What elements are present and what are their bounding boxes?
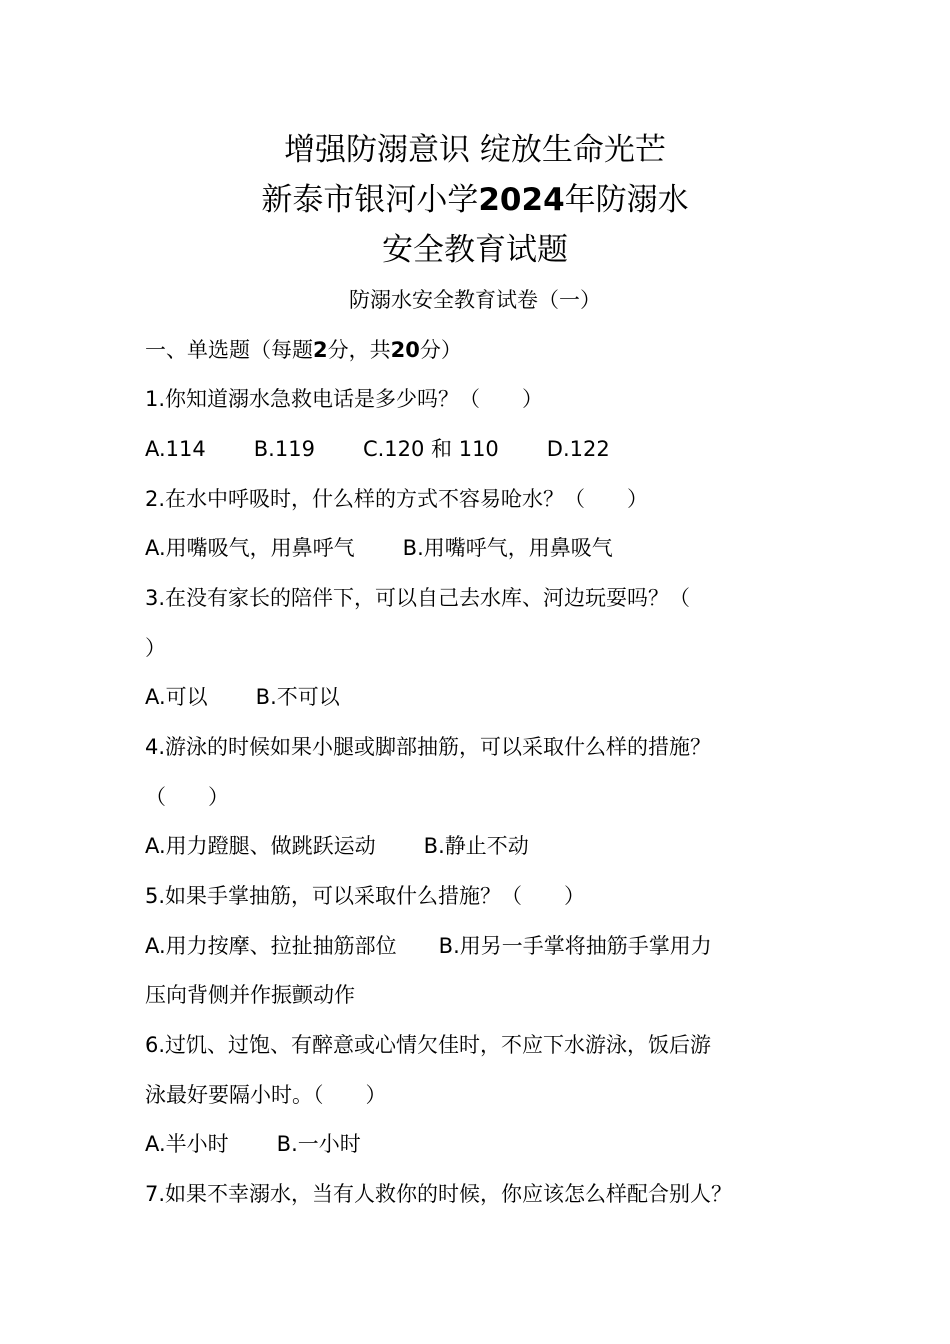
title-school: 新泰市银河小学: [261, 182, 479, 218]
question-7: 7.如果不幸溺水，当有人救你的时候，你应该怎么样配合别人？: [145, 1182, 733, 1206]
question-3: 3.在没有家长的陪伴下，可以自己去水库、河边玩耍吗？（: [145, 586, 691, 610]
question-1: 1.你知道溺水急救电话是多少吗？（ ）: [145, 387, 544, 411]
q1-option-b: B.119: [253, 437, 315, 461]
section-prefix: 一、单选题（每题: [145, 338, 313, 362]
q6-option-b: B.一小时: [276, 1132, 361, 1156]
title-line-1: 增强防溺意识 绽放生命光芒: [284, 132, 666, 168]
q4-option-a: A.用力蹬腿、做跳跃运动: [145, 834, 376, 858]
question-5: 5.如果手掌抽筋，可以采取什么措施？（ ）: [145, 884, 586, 908]
q2-option-a: A.用嘴吸气，用鼻呼气: [145, 536, 355, 560]
section-points-total: 20: [390, 338, 420, 362]
question-6: 6.过饥、过饱、有醉意或心情欠佳时，不应下水游泳，饭后游: [145, 1033, 712, 1057]
q3-option-b: B.不可以: [255, 685, 340, 709]
question-5-options: A.用力按摩、拉扯抽筋部位 B.用另一手掌将抽筋手掌用力: [145, 934, 712, 958]
question-2: 2.在水中呼吸时，什么样的方式不容易呛水？（ ）: [145, 487, 649, 511]
question-3-options: [145, 682, 340, 712]
title-topic: 年防溺水: [564, 182, 689, 218]
q3-option-a: A.可以: [145, 685, 208, 709]
paper-subtitle: 防溺水安全教育试卷（一）: [349, 288, 601, 312]
question-5-options-continued: 压向背侧并作振颤动作: [145, 983, 355, 1007]
section-heading: [145, 335, 462, 365]
question-6-options: [145, 1129, 361, 1159]
section-suffix: 分）: [419, 338, 462, 362]
q1-option-a: A.114: [145, 437, 206, 461]
question-4-continued: （ ）: [145, 785, 229, 809]
question-3-continued: ）: [145, 636, 166, 660]
question-4: 4.游泳的时候如果小腿或脚部抽筋，可以采取什么样的措施？: [145, 735, 712, 759]
title-line-3: 安全教育试题: [382, 232, 568, 268]
question-1-options: [145, 434, 610, 464]
title-line-2: [0, 180, 950, 220]
section-middle: 分，共: [327, 338, 391, 362]
question-2-options: [145, 533, 613, 563]
question-6-continued: 泳最好要隔小时。（ ）: [145, 1083, 387, 1107]
question-4-options: [145, 831, 529, 861]
q1-option-c: C.120 和 110: [362, 437, 499, 461]
title-year: 2024: [478, 182, 565, 218]
section-points-each: 2: [313, 338, 328, 362]
q1-option-d: D.122: [546, 437, 610, 461]
q6-option-a: A.半小时: [145, 1132, 229, 1156]
q2-option-b: B.用嘴呼气，用鼻吸气: [402, 536, 613, 560]
q4-option-b: B.静止不动: [423, 834, 529, 858]
